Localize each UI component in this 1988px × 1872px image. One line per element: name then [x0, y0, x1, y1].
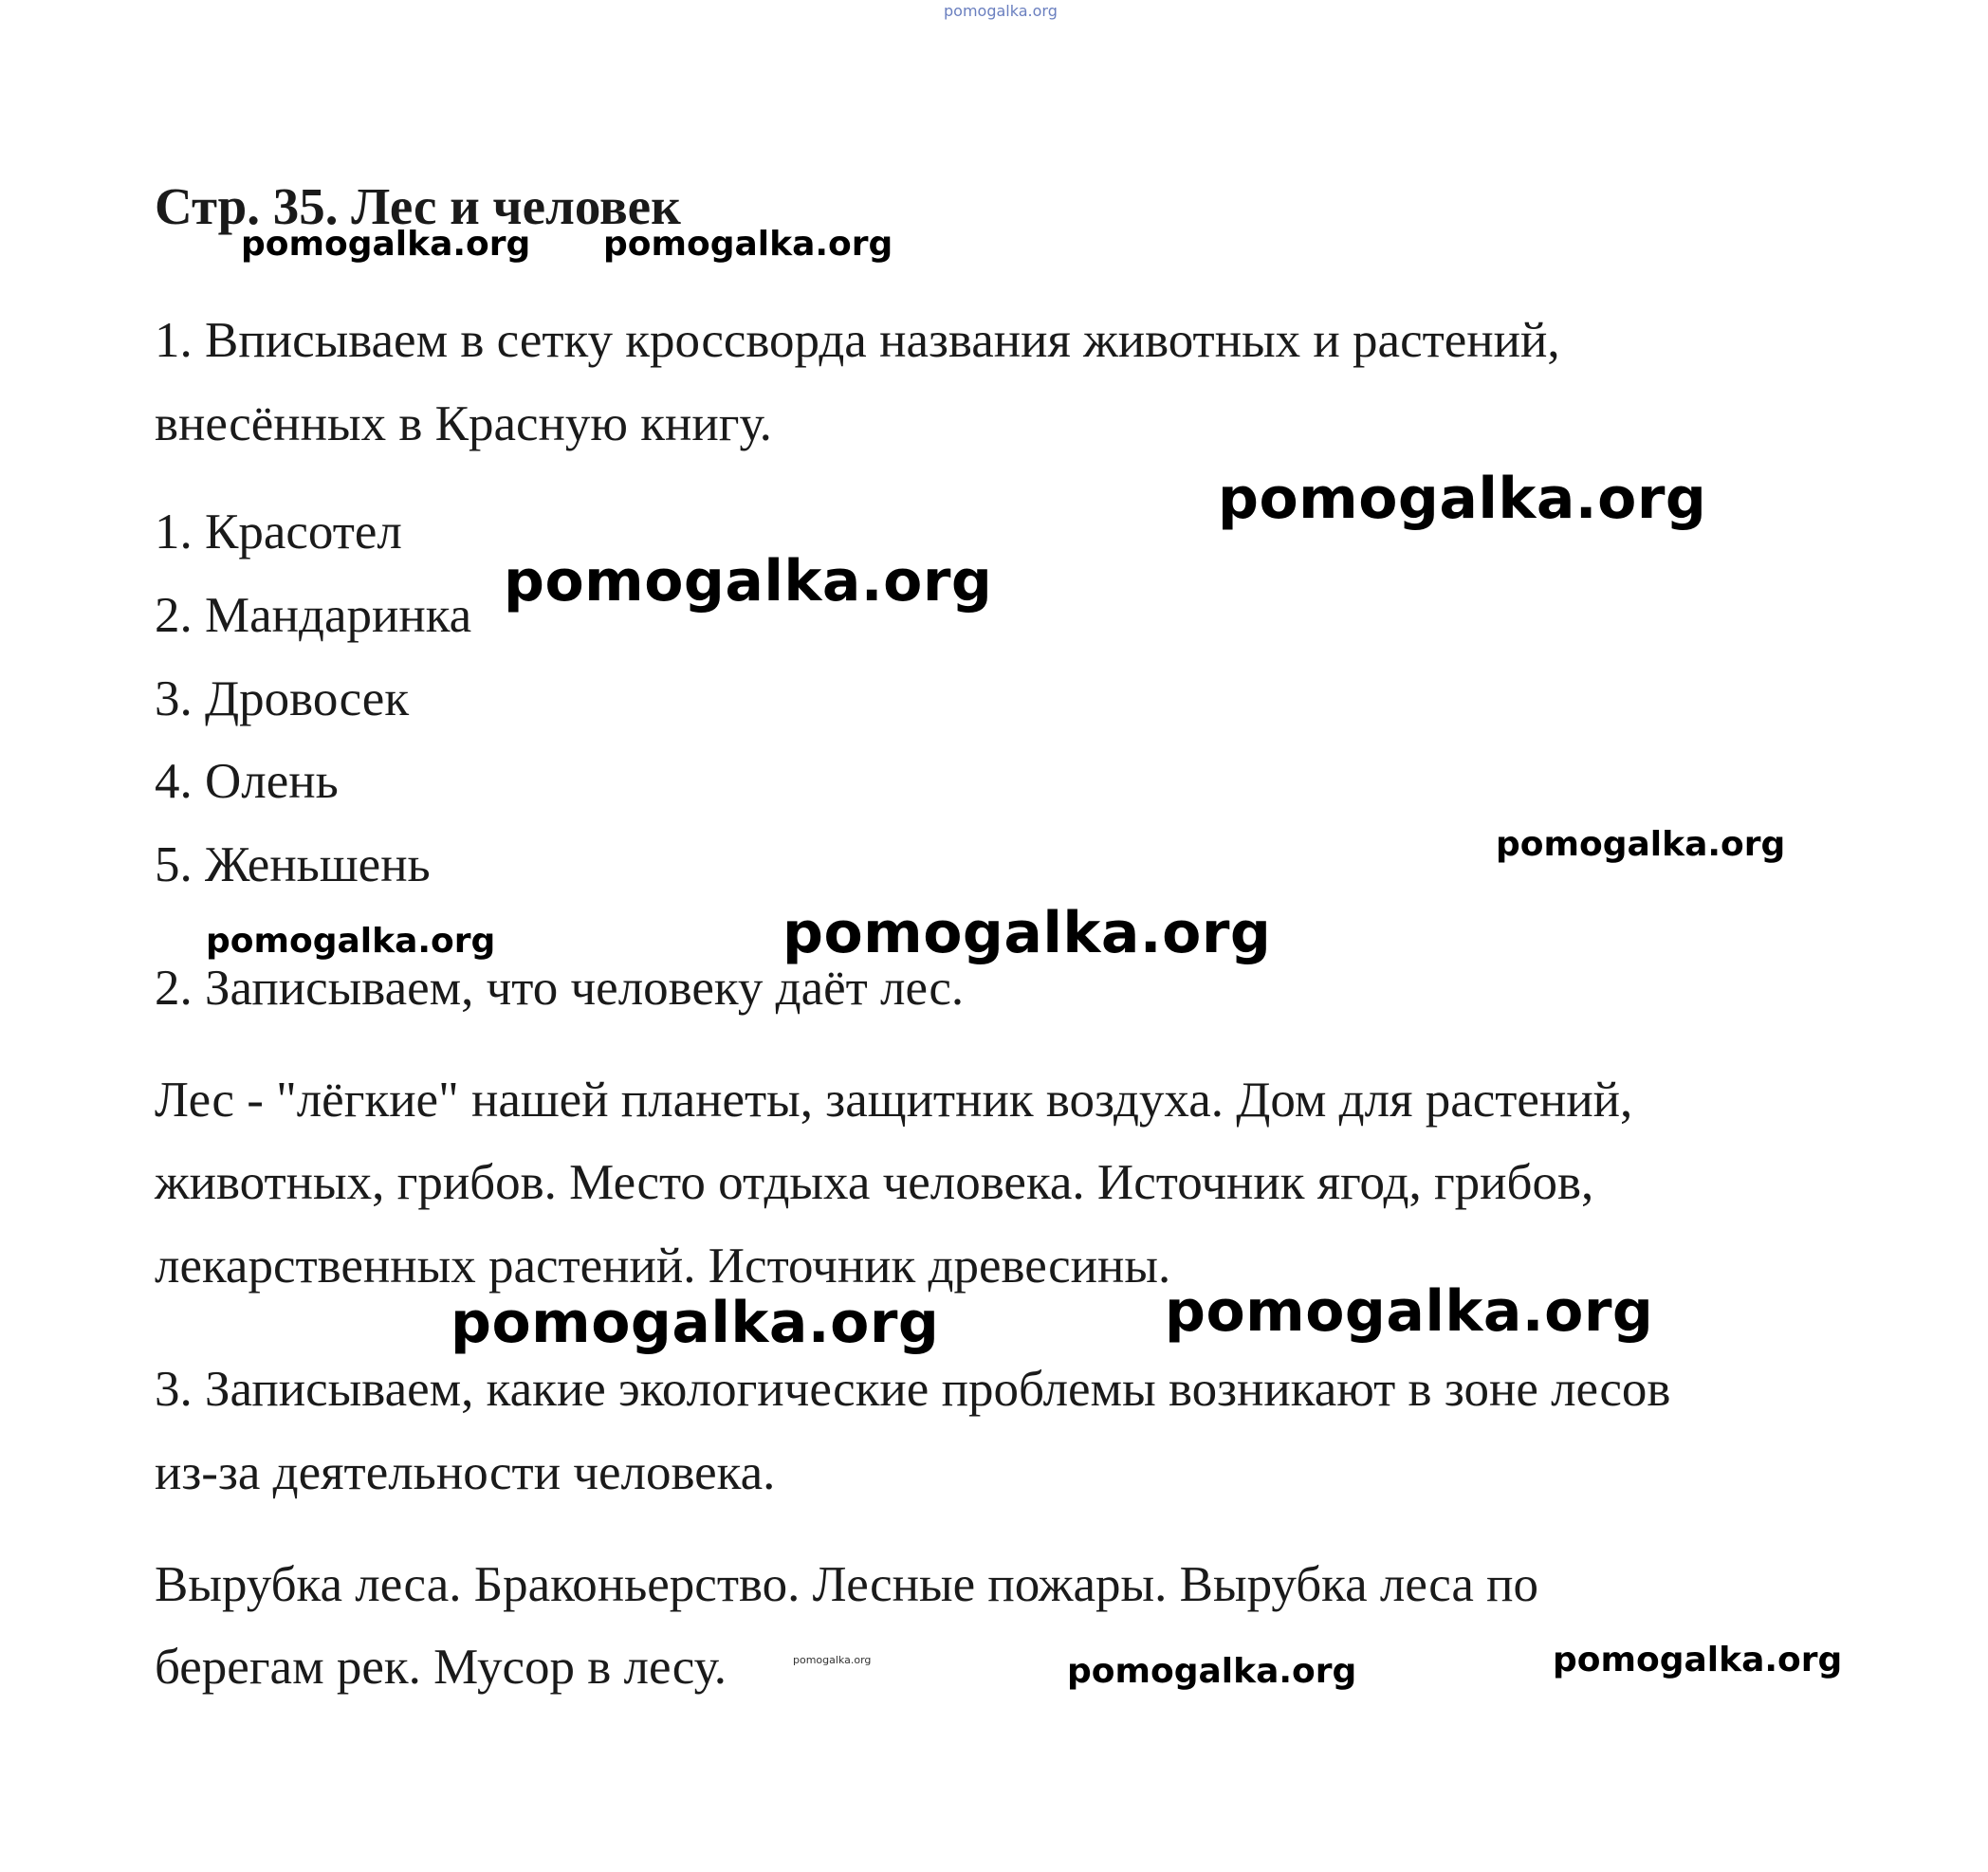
task2-answer-line2: животных, грибов. Место отдыха человека. Источник ягод, грибов, [155, 1155, 1594, 1210]
list-item: 3. Дровосек [155, 671, 410, 726]
task1-line1: 1. Вписываем в сетку кроссворда названия животных и растений, [155, 313, 1560, 368]
list-item: 2. Мандаринка [155, 588, 472, 643]
list-item: 4. Олень [155, 754, 339, 809]
task3-heading-line2: из-за деятельности человека. [155, 1445, 776, 1500]
watermark-title-left: pomogalka.org [241, 225, 531, 264]
watermark-title-right: pomogalka.org [603, 225, 893, 264]
task3-answer-line2: берегам рек. Мусор в лесу. [155, 1640, 727, 1695]
watermark-bottom-left-big: pomogalka.org [451, 1290, 940, 1356]
task2-answer-line3: лекарственных растений. Источник древесины. [155, 1239, 1171, 1294]
watermark-mid-left: pomogalka.org [504, 548, 993, 615]
task2-answer-line1: Лес - "лёгкие" нашей планеты, защитник воздуха. Дом для растений, [155, 1073, 1633, 1128]
watermark-lower-center: pomogalka.org [782, 900, 1272, 966]
task3-answer-line1: Вырубка леса. Браконьерство. Лесные пожары. Вырубка леса по [155, 1557, 1539, 1612]
task2-heading: 2. Записываем, что человеку даёт лес. [155, 961, 965, 1016]
watermark-bottom-right-big: pomogalka.org [1165, 1278, 1654, 1345]
watermark-mid-right: pomogalka.org [1496, 825, 1786, 864]
watermark-upper-right: pomogalka.org [1218, 466, 1707, 532]
watermark-footer-center: pomogalka.org [1067, 1652, 1357, 1691]
page-title: Стр. 35. Лес и человек [155, 177, 681, 235]
watermark-lower-left-small: pomogalka.org [206, 922, 496, 961]
list-item: 5. Женьшень [155, 837, 431, 892]
watermark-footer-right: pomogalka.org [1553, 1641, 1843, 1679]
list-item: 1. Красотел [155, 505, 402, 560]
task1-line2: внесённых в Красную книгу. [155, 396, 772, 451]
header-watermark: pomogalka.org [944, 2, 1058, 20]
watermark-footer-tiny: pomogalka.org [793, 1654, 872, 1666]
task3-heading-line1: 3. Записываем, какие экологические проблемы возникают в зоне лесов [155, 1362, 1671, 1417]
